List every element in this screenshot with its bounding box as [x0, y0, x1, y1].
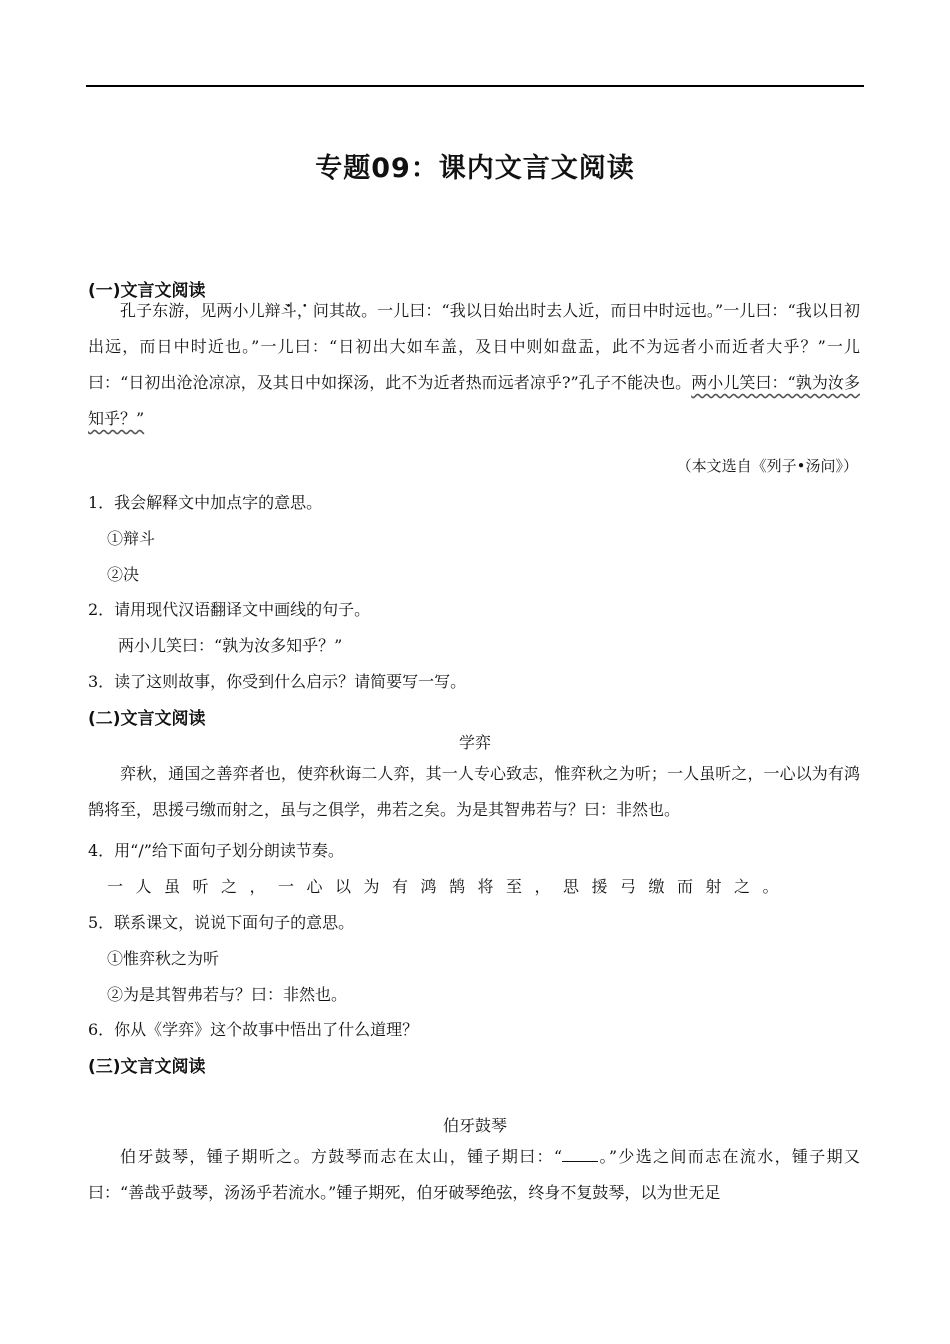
question-3: 3．读了这则故事，你受到什么启示？请简要写一写。	[88, 672, 467, 691]
passage-1-text-b: ，问其故。一儿曰：“我以日始出时去人近，而日中时远也。”一儿曰：“我以日初出远，而日中时近也。”一儿曰：“日初出大如车盖，及日中则如盘盂，此不为远者小而近者大乎？”一儿曰：“日初出沧沧凉凉，及其日中如探汤，此不为近者热而远者凉乎?”孔子不能	[88, 301, 860, 392]
section-heading-2: (二)文言文阅读	[88, 709, 206, 729]
question-1b: ②决	[107, 565, 140, 584]
underlined-sentence: 两小儿笑曰：“孰为汝多知乎？”	[88, 373, 860, 428]
passage-1-text-c: 也。	[659, 373, 692, 392]
question-5: 5．联系课文，说说下面句子的意思。	[88, 913, 355, 932]
section-heading-3: (三)文言文阅读	[88, 1057, 206, 1077]
passage-1	[88, 293, 860, 437]
dotted-char-bian: 辩 •	[265, 301, 281, 320]
dotted-char-jue: 决 •	[643, 373, 659, 392]
question-4a: 一人虽听之，一心以为有鸿鹄将至，思援弓缴而射之。	[107, 877, 792, 896]
passage-2-title: 学弈	[458, 733, 491, 752]
passage-2: 弈秋，通国之善弈者也，使弈秋诲二人弈，其一人专心致志，惟弈秋之为听；一人虽听之，一心以为有鸿鹄将至，思援弓缴而射之，虽与之俱学，弗若之矣。为是其智弗若与？曰：非然也。	[88, 764, 860, 819]
answer-blank	[562, 1147, 598, 1162]
passage-3-text-b: 。”少选之间而志在流水，锺子期又曰：“善哉乎鼓琴，汤汤乎若流水。”锺子期死，伯牙破琴绝弦，终身不复鼓琴，以为世无足	[88, 1147, 860, 1202]
question-2: 2．请用现代汉语翻译文中画线的句子。	[88, 600, 371, 619]
page-title: 专题09：课内文言文阅读	[315, 153, 635, 184]
passage-3	[88, 1139, 860, 1211]
passage-3-title: 伯牙鼓琴	[442, 1116, 507, 1135]
question-1a: ①辩斗	[107, 529, 156, 548]
question-6: 6．你从《学弈》这个故事中悟出了什么道理？	[88, 1020, 419, 1039]
header-rule	[86, 85, 864, 87]
passage-1-text-a: 孔子东游，见两小儿	[120, 301, 265, 320]
question-1: 1．我会解释文中加点字的意思。	[88, 493, 323, 512]
dotted-char-dou: 斗 •	[281, 301, 297, 320]
question-4: 4．用“/”给下面句子划分朗读节奏。	[88, 841, 344, 860]
question-2a: 两小儿笑曰：“孰为汝多知乎？”	[118, 636, 343, 655]
source-citation: （本文选自《列子•汤问》）	[676, 457, 858, 475]
question-5b: ②为是其智弗若与？曰：非然也。	[107, 985, 348, 1004]
passage-3-text-a: 伯牙鼓琴，锺子期听之。方鼓琴而志在太山，锺子期曰：“	[120, 1147, 563, 1166]
question-5a: ①惟弈秋之为听	[107, 949, 220, 968]
section-heading-1: (一)文言文阅读	[88, 281, 206, 301]
